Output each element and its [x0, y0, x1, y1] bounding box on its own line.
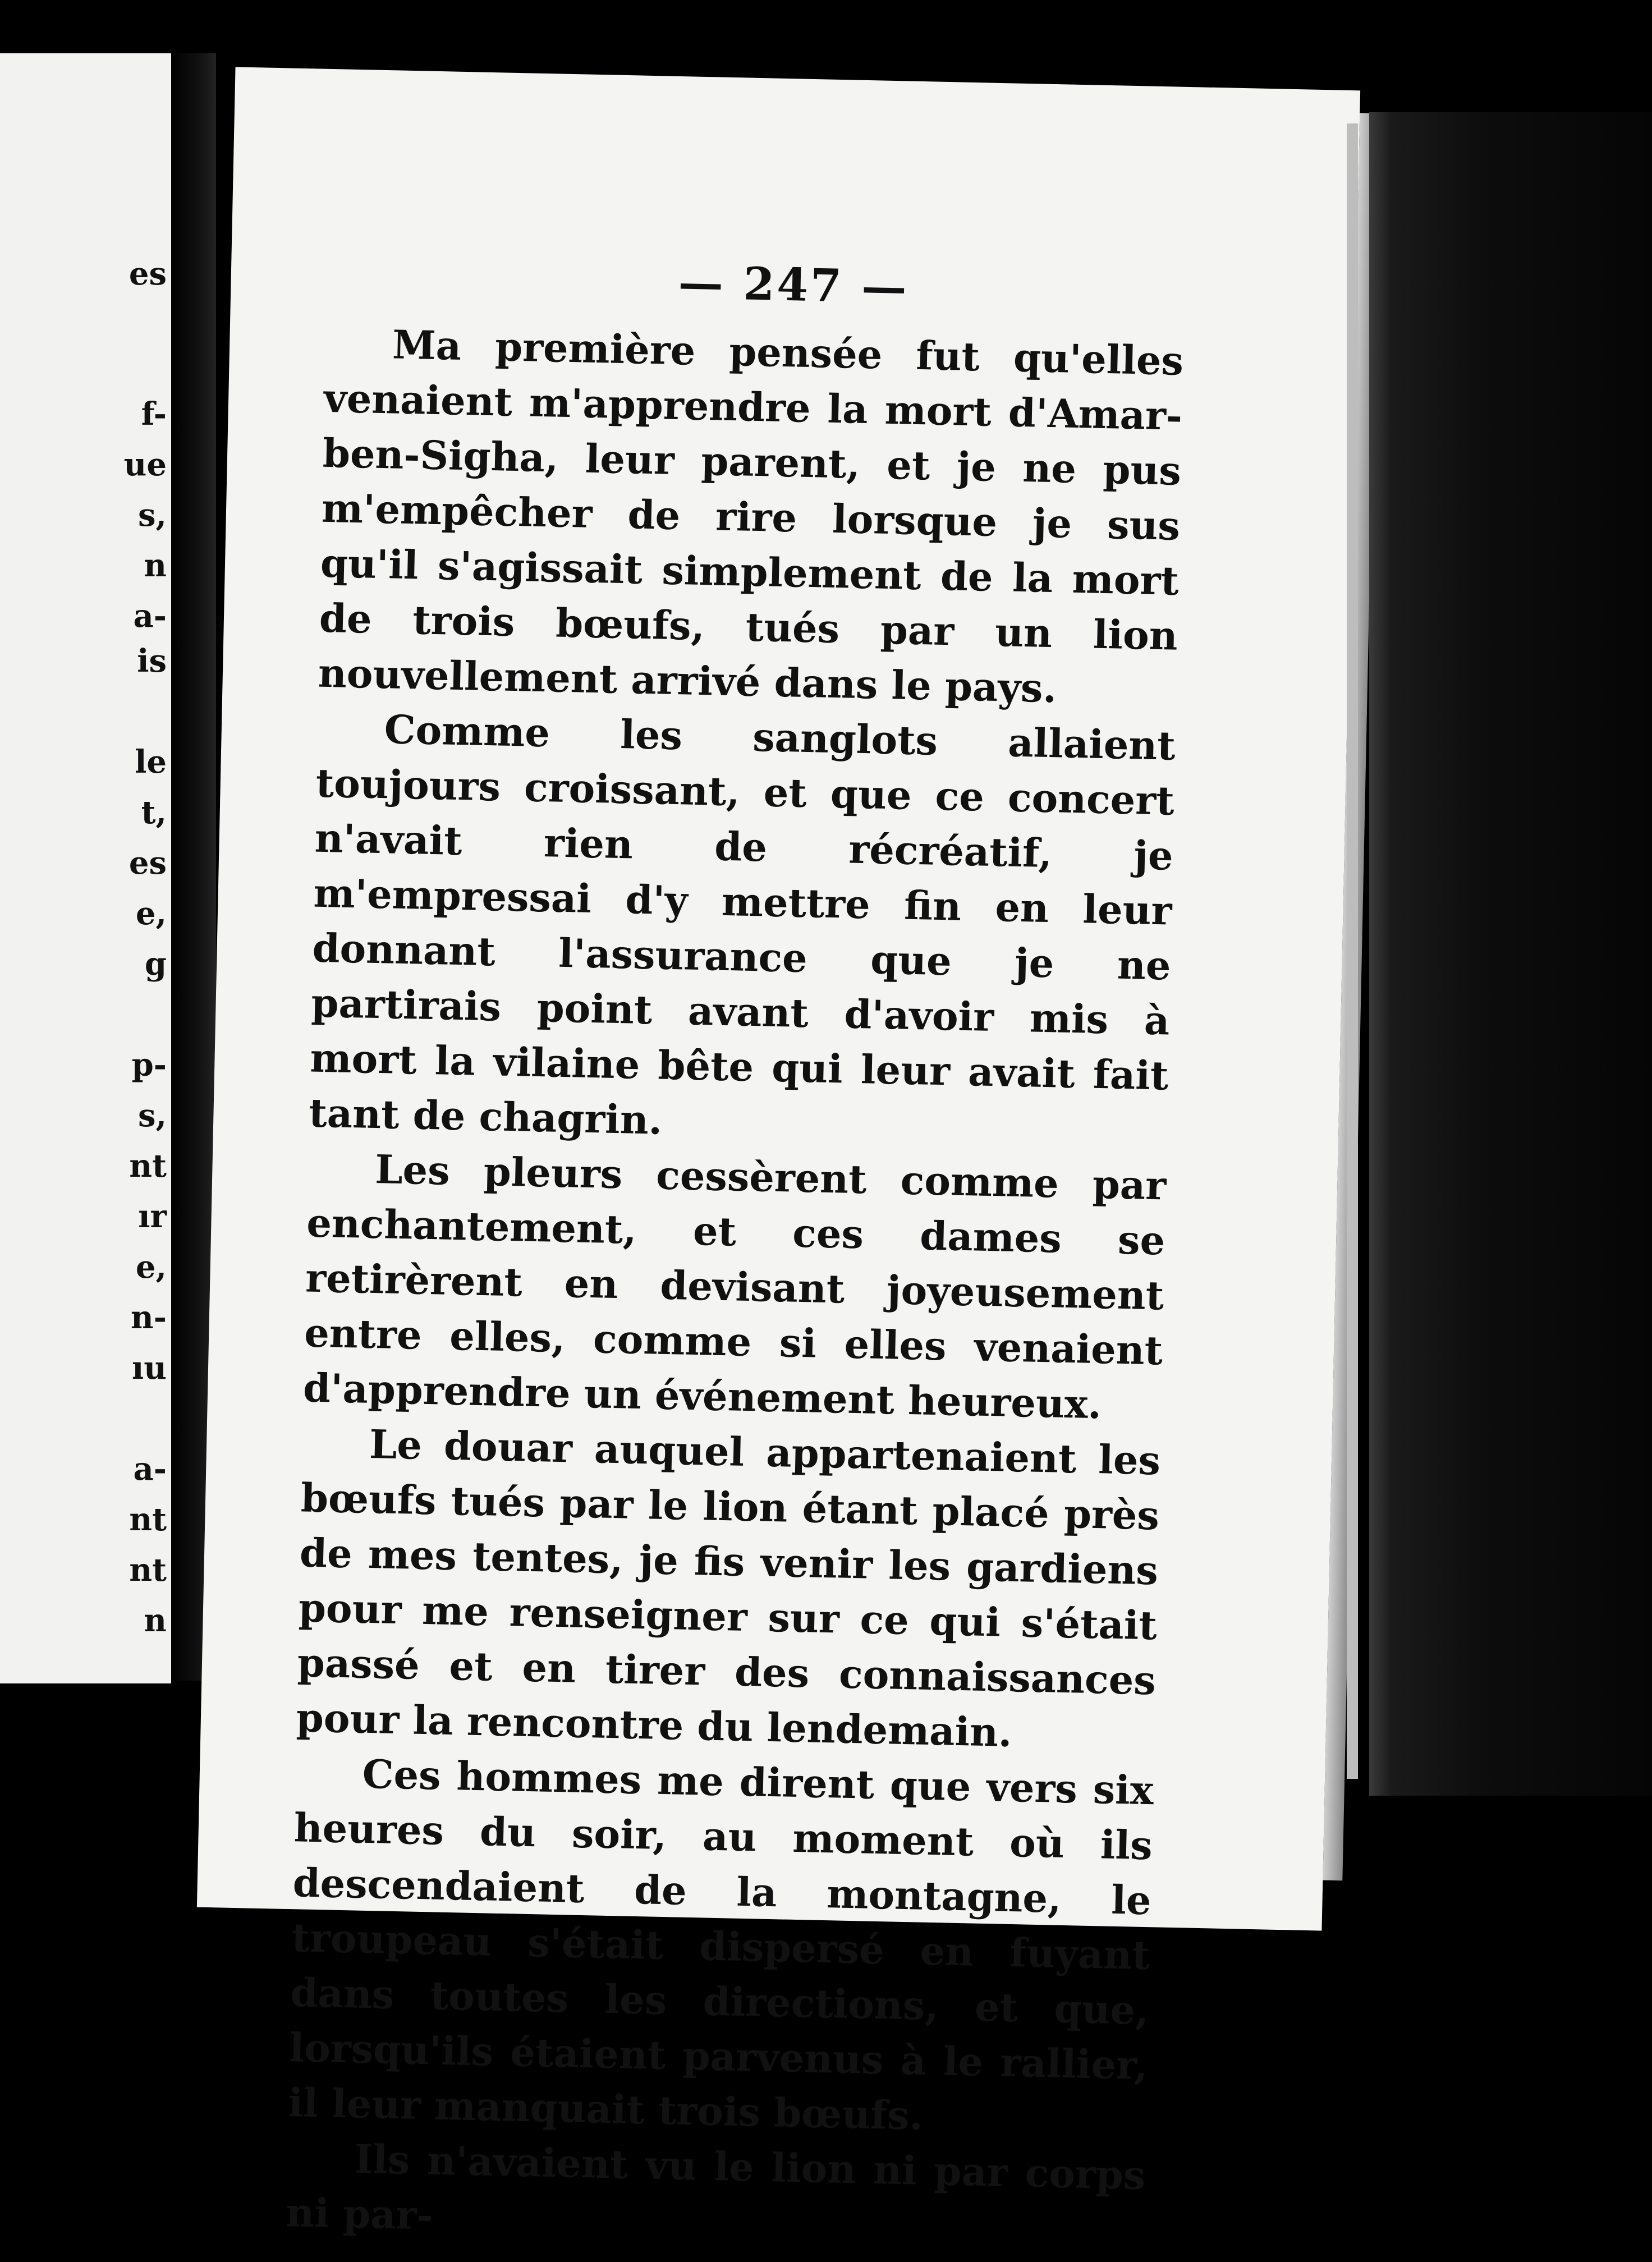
left-page-line-fragment: es — [129, 845, 167, 882]
paragraph: Ma première pensée fut qu'elles venaient m'apprendre la mort d'Amar-ben-Sigha, leur parent, et je ne pus m'empêcher de rire lorsque je sus qu'il s'agissait simplement de la mort de trois bœufs, tués par un lion nouvellement arrivé dans le pays. — [318, 321, 1184, 712]
page-block-edge — [1347, 123, 1358, 1779]
left-page-line-fragment: s, — [137, 1097, 167, 1134]
left-page-line-fragment: n — [144, 1602, 167, 1639]
page-number: — 247 — — [677, 255, 910, 314]
left-page-line-fragment: n- — [131, 1299, 167, 1336]
left-page-line-fragment: is — [137, 643, 167, 680]
left-page-line-fragment: a- — [133, 598, 167, 635]
left-page-line-fragment: f- — [141, 396, 167, 433]
left-page-line-fragment: le — [135, 744, 167, 781]
left-page-line-fragment: a- — [133, 1451, 167, 1488]
book-binding — [1369, 112, 1652, 1796]
book-page — [197, 67, 1360, 2239]
paragraph: Ils n'avaient vu le lion ni par corps ni par- — [285, 2135, 1146, 2239]
paragraph: Comme les sanglots allaient toujours croissant, et que ce concert n'avait rien de récréatif, je m'empressai d'y mettre fin en leur donnant l'assurance que je ne partirais point avant d'avoir mis à mort la vilaine bête qui leur avait fait tant de chagrin. — [308, 706, 1176, 1144]
paragraph: Les pleurs cessèrent comme par enchantement, et ces dames se retirèrent en devisant joyeusement entre elles, comme si elles venaient d'apprendre un événement heureux. — [302, 1146, 1167, 1428]
left-page-line-fragment: ıu — [132, 1350, 167, 1387]
left-page-line-fragment: n — [144, 547, 167, 584]
page-text-body — [285, 316, 1183, 2258]
left-page-line-fragment: g — [144, 946, 167, 983]
left-page-line-fragment: e, — [135, 895, 167, 932]
left-page-line-fragment: es — [129, 255, 167, 292]
left-page-line-fragment: nt — [129, 1501, 167, 1538]
left-page-line-fragment: nt — [129, 1148, 167, 1185]
left-page-line-fragment: t, — [141, 794, 167, 831]
left-page-line-fragment: ır — [138, 1198, 167, 1235]
paragraph: Le douar auquel appartenaient les bœufs tués par le lion étant placé près de mes tentes, je fis venir les gardiens pour me renseigner sur ce qui s'était passé et en tirer des connaissances pour la rencontre du lendemain. — [296, 1420, 1161, 1756]
left-page-fragment — [0, 53, 171, 1683]
left-page-line-fragment: nt — [129, 1552, 167, 1589]
left-page-line-fragment: p- — [131, 1047, 167, 1084]
left-page-line-fragment: s, — [137, 497, 167, 534]
paragraph: Ces hommes me dirent que vers six heures du soir, au moment où ils descendaient de la montagne, le troupeau s'était dispersé en fuyant dans toutes les directions, et que, lorsqu'ils étaient parvenus à le rallier, il leur manquait trois bœufs. — [287, 1750, 1154, 2139]
left-page-line-fragment: e, — [135, 1249, 167, 1286]
left-page-line-fragment: ue — [123, 446, 167, 483]
